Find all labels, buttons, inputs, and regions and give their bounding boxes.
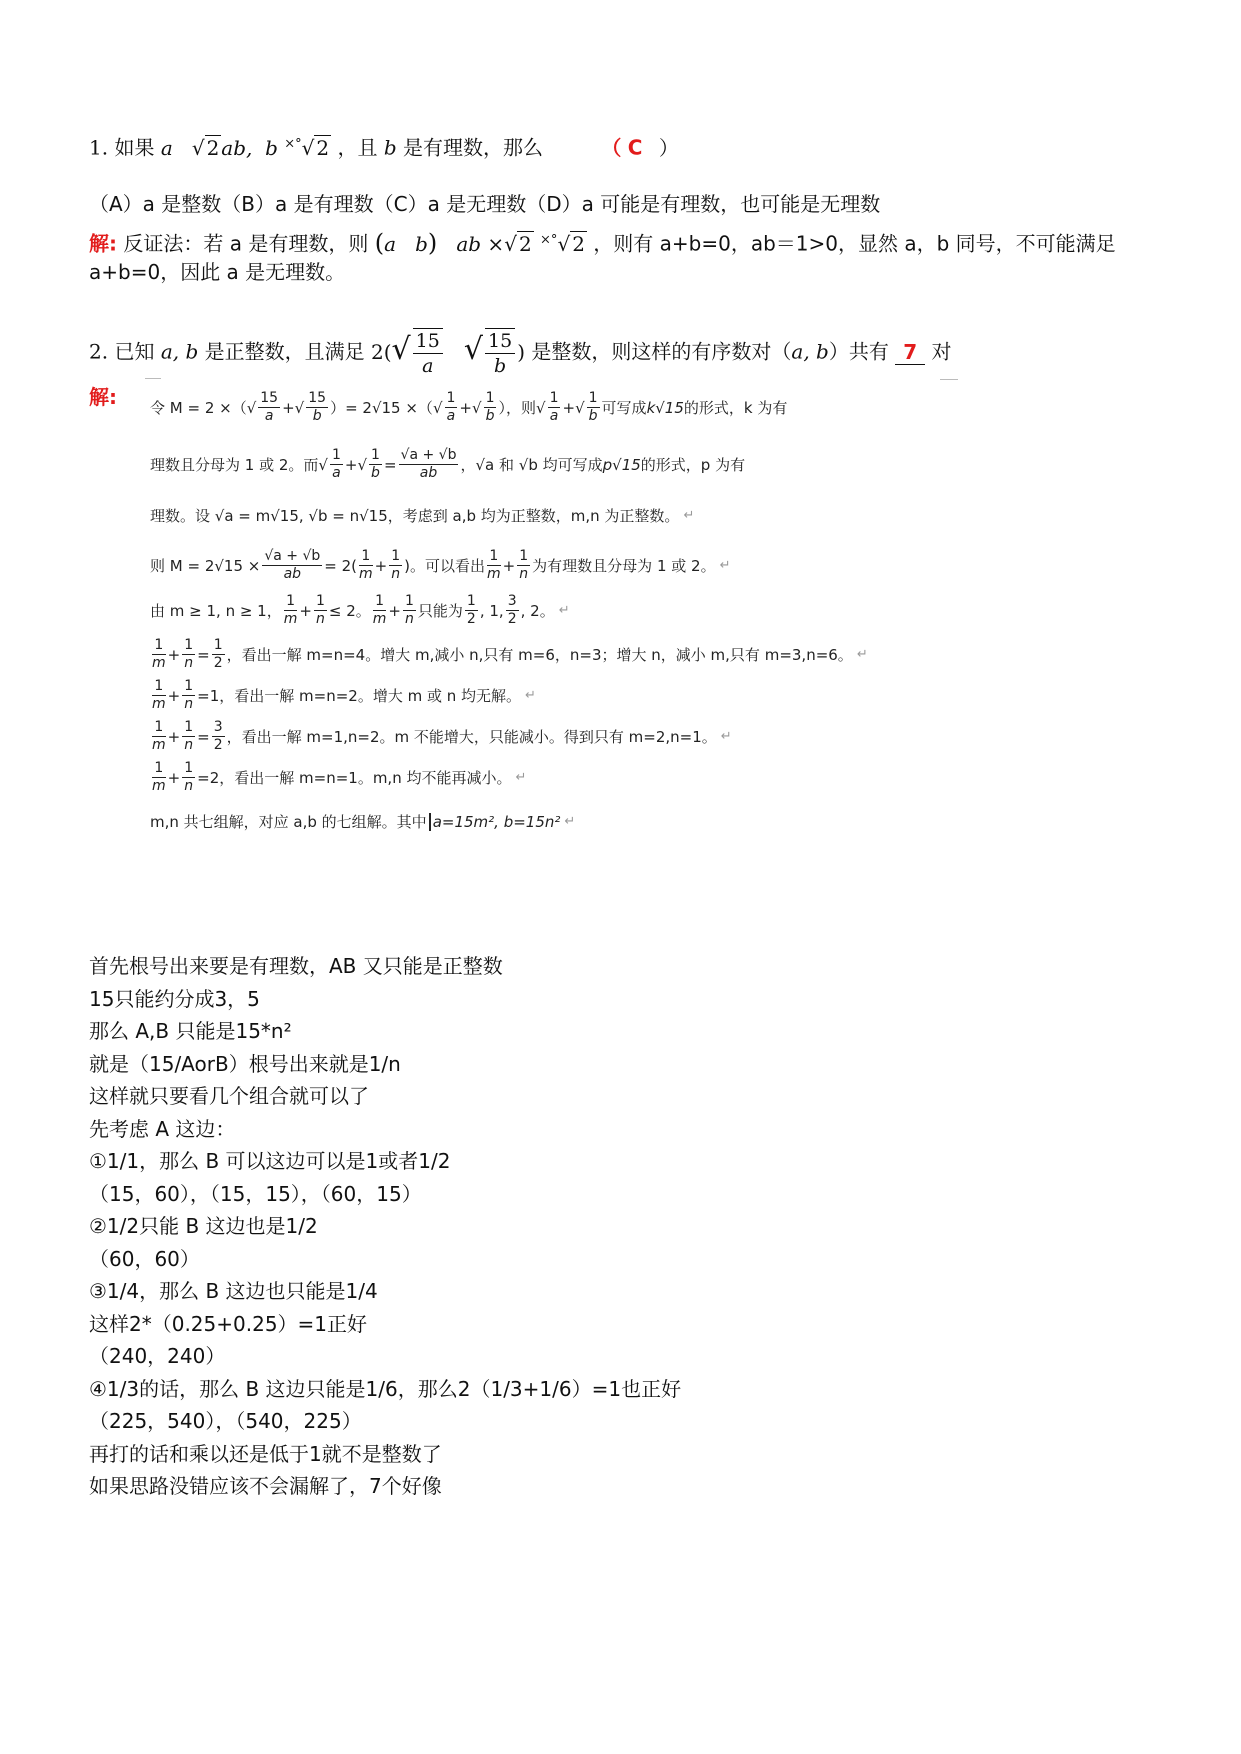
variable-b: b	[383, 135, 397, 160]
scan-row-8: 1 m + 1 n = 3 2 ，看出一解 m=1,n=2。m 不能增大，只能减小。得到只有 m=2,n=1。 ↵	[152, 719, 732, 753]
scan-text: ≤ 2。	[328, 602, 371, 620]
notes-section	[89, 950, 1089, 1503]
return-mark: ↵	[558, 603, 570, 618]
note-line: （60，60）	[89, 1246, 200, 1271]
question-2-statement	[89, 328, 951, 378]
scan-text: m,n 共七组解，对应 a,b 的七组解。其中	[150, 813, 427, 831]
return-mark: ↵	[856, 647, 868, 662]
scan-text: 由 m ≥ 1, n ≥ 1，	[150, 602, 282, 620]
scan-text: 的形式，p 为有	[640, 456, 746, 474]
solution-label: 解:	[89, 385, 117, 409]
condition-tail: ，且	[337, 135, 378, 160]
note-line: 再打的话和乘以还是低于1就不是整数了	[89, 1441, 442, 1466]
question-number: 1.	[89, 135, 109, 160]
note-line: ④1/3的话，那么 B 这边只能是1/6，那么2（1/3+1/6）=1也正好	[89, 1376, 682, 1401]
scan-text: 令 M = 2 ×（	[150, 399, 247, 417]
scan-text: 的形式，k 为有	[683, 399, 788, 417]
return-mark: ↵	[564, 814, 576, 829]
scan-formula: k√15	[646, 398, 684, 417]
solution-text-b: ，则有 a+b=0，ab＝1>0，显然 a，b 同号，不可能满足	[593, 231, 1116, 256]
question-1-statement	[89, 130, 679, 162]
question-tail-2: ）共有	[828, 339, 889, 364]
question-vars: a, b	[160, 339, 199, 364]
note-line: 先考虑 A 这边：	[89, 1116, 236, 1141]
scan-row-10	[150, 811, 575, 832]
answer-close-paren: ）	[658, 135, 679, 160]
note-line: （225，540），（540，225）	[89, 1409, 362, 1433]
return-mark: ↵	[525, 688, 536, 703]
scan-corner-mark	[940, 379, 958, 380]
scan-formula: a=15m², b=15n²	[429, 813, 561, 831]
question-lead: 已知	[114, 339, 155, 364]
scan-row-3	[150, 505, 694, 526]
scan-text: 为有理数且分母为 1 或 2。	[532, 557, 716, 575]
scan-row-5: 由 m ≥ 1, n ≥ 1， 1 m + $\frac{1}{n}$ ≤ 2。 1 m + 1 n 只能为 1 2 , 1, 3 2 , 2。 ↵	[150, 593, 570, 627]
return-mark: ↵	[683, 508, 695, 523]
scan-text: , 2。	[520, 602, 555, 620]
question-1-solution-line-2: a+b=0，因此 a 是无理数。	[89, 260, 346, 284]
question-tail: 是整数，则这样的有序数对（	[531, 339, 792, 364]
scan-text: = 2(	[324, 556, 358, 575]
note-line: ①1/1，那么 B 可以这边可以是1或者1/2	[89, 1149, 451, 1173]
return-mark: ↵	[719, 558, 731, 573]
scan-row-2: 理数且分母为 1 或 2。而 √ 1 a + √ 1 b = √a + √b ab ，√a 和 √b 均可写成 p√15 的形式，p 为有	[150, 447, 746, 481]
answer-open-paren: （	[601, 135, 622, 160]
question-1-solution-line-1	[89, 226, 1116, 258]
scan-row-4: 则 M = 2√15 × $\frac{√a + √b}{ab}$ = 2( 1 m + 1 n )。可以看出 1 m + 1 n 为有理数且分母为 1 或 2。 ↵	[150, 548, 731, 582]
question-lead: 如果	[114, 135, 155, 160]
scan-text: ，√a 和 √b 均可写成	[460, 456, 603, 474]
scan-text: 则 M = 2√15 ×	[150, 557, 261, 575]
note-line: 首先根号出来要是有理数，AB 又只能是正整数	[89, 954, 503, 978]
condition-formula: a √ 2 ab, b ×°√ 2	[160, 135, 330, 160]
question-2-solution-label	[89, 383, 117, 411]
question-1-options: （A）a 是整数（B）a 是有理数（C）a 是无理数（D）a 可能是有理数，也可能是无理数	[89, 192, 881, 216]
note-line: 那么 A,B 只能是15*n²	[89, 1019, 292, 1043]
scan-corner-mark	[145, 378, 161, 379]
scan-text: )。可以看出	[404, 557, 486, 575]
question-number: 2.	[89, 339, 109, 364]
scan-row-9: 1 m + $\frac{1}{n}$ =2，看出一解 m=n=1。m,n 均不能再减小。 ↵	[152, 760, 527, 794]
note-line: 15只能约分成3，5	[89, 986, 260, 1011]
scan-text: =2，看出一解 m=n=1。m,n 均不能再减小。	[197, 769, 512, 787]
question-pair: a, b	[791, 339, 829, 364]
note-line: 这样2*（0.25+0.25）=1正好	[89, 1311, 368, 1336]
answer-q2: 7	[903, 339, 918, 364]
scan-text: 理数。设 √a = m√15, √b = n√15，考虑到 a,b 均为正整数，m,n 为正整数。	[150, 507, 680, 525]
condition-rest: 是有理数，那么	[403, 135, 544, 160]
return-mark: ↵	[515, 770, 527, 785]
q2-formula: 2(√ $\frac{15}{a}$ √ $\frac{15}{b}$ )	[370, 330, 526, 377]
answer-q1: C	[627, 135, 643, 160]
scan-text: 可写成	[601, 399, 647, 417]
note-line: 就是（15/AorB）根号出来就是1/n	[89, 1051, 401, 1076]
return-mark: ↵	[720, 729, 732, 744]
scan-row-7: 1 m + $\frac{1}{n}$ =1，看出一解 m=n=2。增大 m 或 n 均无解。 ↵	[152, 678, 536, 712]
scan-text: ，看出一解 m=1,n=2。m 不能增大，只能减小。得到只有 m=2,n=1。	[226, 728, 717, 746]
solution-label: 解:	[89, 231, 117, 256]
note-line: 这样就只要看几个组合就可以了	[89, 1084, 369, 1108]
scan-formula: p√15	[602, 455, 641, 474]
scan-text: ）= 2√15 ×（	[330, 399, 433, 417]
note-line: ②1/2只能 B 这边也是1/2	[89, 1214, 318, 1238]
scan-text: ，看出一解 m=n=4。增大 m,减小 n,只有 m=6，n=3；增大 n，减小 m,只有 m=3,n=6。	[226, 646, 853, 664]
question-lead-2: 是正整数，且满足	[204, 339, 365, 364]
scan-text: , 1,	[479, 601, 504, 620]
note-line: 如果思路没错应该不会漏解了，7个好像	[89, 1474, 442, 1498]
note-line: （240，240）	[89, 1344, 226, 1368]
scan-row-6: 1 m + 1 n = 1 2 ，看出一解 m=n=4。增大 m,减小 n,只有 m=6，n=3；增大 n，减小 m,只有 m=3,n=6。 ↵	[152, 637, 868, 671]
scan-text: =1，看出一解 m=n=2。增大 m 或 n 均无解。	[197, 687, 522, 705]
note-line: （15，60），（15，15），（60，15）	[89, 1181, 422, 1206]
scan-text: 理数且分母为 1 或 2。而	[150, 456, 319, 474]
scan-text: 只能为	[417, 602, 463, 620]
question-tail-3: 对	[931, 339, 952, 364]
scan-text: ），则	[498, 399, 536, 417]
solution-text-a: 反证法：若 a 是有理数，则	[123, 231, 369, 256]
note-line: ③1/4，那么 B 这边也只能是1/4	[89, 1279, 378, 1303]
solution-formula: (a b) ab ×√ 2 ×°√ 2	[374, 228, 585, 257]
solution-scan-image	[150, 385, 950, 895]
scan-row-1: 令 M = 2 ×（ √ 15 a + √ 15 b ）= 2√15 ×（ √ 1 a + √ 1 b ），则 √ 1 a + √ 1 b 可写成 k√15 的形式，k 为有	[150, 390, 788, 424]
